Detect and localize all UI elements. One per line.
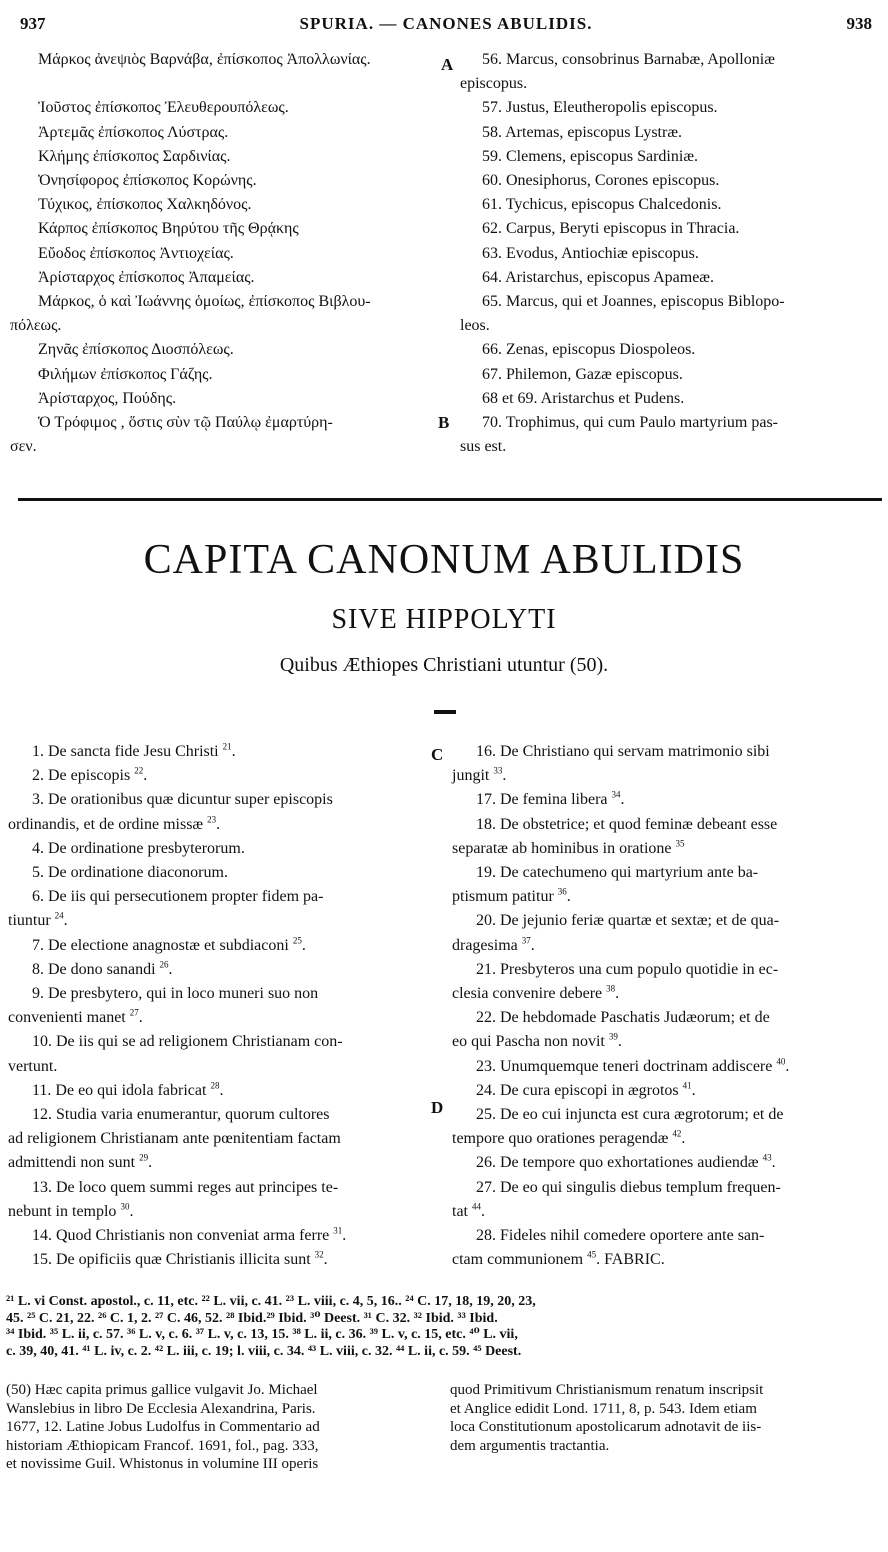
- footnote-ref: 43: [762, 1153, 772, 1164]
- chapter-text: 13. De loco quem summi reges aut principes te-: [32, 1178, 339, 1196]
- commentary-right-column: [450, 1381, 870, 1455]
- commentary-line: historiam Æthiopicam Francof. 1691, fol., pag. 333,: [6, 1437, 319, 1454]
- greek-line: Ὁ Τρόφιμος , ὅστις σὺν τῷ Παύλῳ ἐμαρτύρη-: [38, 414, 333, 432]
- chapter-text: eo qui Pascha non novit: [452, 1033, 605, 1051]
- chapter-end: .: [342, 1227, 347, 1245]
- chapter-text: clesia convenire debere: [452, 985, 603, 1003]
- latin-line: 57. Justus, Eleutheropolis episcopus.: [482, 99, 718, 117]
- commentary-line: loca Constitutionum apostolicarum adnotavit de iis-: [450, 1419, 762, 1435]
- chapter-text: 9. De presbytero, qui in loco muneri suo non: [32, 985, 319, 1003]
- chapter-text: 20. De jejunio feriæ quartæ et sextæ; et de qua-: [476, 912, 780, 930]
- chapter-text: admittendi non sunt: [8, 1154, 136, 1172]
- chapter-end: .: [620, 791, 625, 809]
- chapter-item: [8, 1103, 428, 1176]
- section-title: CAPITA CANONUM ABULIDIS: [143, 537, 745, 583]
- chapter-text: 5. De ordinatione diaconorum.: [32, 864, 228, 882]
- commentary-left-column: [6, 1381, 436, 1474]
- chapter-end: .: [785, 1057, 790, 1075]
- chapter-item: [452, 1224, 872, 1272]
- greek-line: Μάρκος ἀνεψιὸς Βαρνάβα, ἐπίσκοπος Ἀπολλωνίας.: [38, 51, 371, 68]
- latin-line: 60. Onesiphorus, Corones episcopus.: [482, 172, 720, 190]
- chapter-end: .: [143, 767, 148, 785]
- footnote-ref: 37: [521, 935, 531, 946]
- chapter-item: [452, 1103, 872, 1151]
- chapter-end: .: [617, 1033, 622, 1051]
- chapter-end: .: [323, 1251, 328, 1269]
- footnote-line: 45. ²⁵ C. 21, 22. ²⁶ C. 1, 2. ²⁷ C. 46, 52. ²⁸ Ibid.²⁹ Ibid. ³⁰ Deest. ³¹ C. 32. ³² Ibid. ³³ Ibid.: [6, 1310, 498, 1326]
- greek-line: Ἰοῦστος ἐπίσκοπος Ἐλευθερουπόλεως.: [38, 99, 289, 117]
- chapter-end: .: [168, 960, 173, 978]
- chapter-text: 24. De cura episcopi in ægrotos: [476, 1081, 679, 1099]
- chapter-item: [452, 861, 872, 909]
- section-rule: [18, 498, 882, 501]
- chapter-text: dragesima: [452, 936, 518, 954]
- chapter-end: .: [530, 936, 535, 954]
- chapter-end: .: [219, 1081, 224, 1099]
- greek-line: σεν.: [10, 438, 37, 456]
- chapter-item: [8, 982, 428, 1030]
- chapter-item: [452, 909, 872, 957]
- section-subtitle: SIVE HIPPOLYTI: [331, 604, 557, 635]
- footnote-ref: 36: [557, 886, 567, 897]
- latin-line: leos.: [460, 317, 490, 335]
- footnote-line: c. 39, 40, 41. ⁴¹ L. iv, c. 2. ⁴² L. iii, c. 19; l. viii, c. 34. ⁴³ L. viii, c. 32. ⁴⁴ L. ii, c. 59. ⁴⁵ Deest.: [6, 1343, 522, 1359]
- chapter-item: [452, 813, 872, 861]
- latin-line: 56. Marcus, consobrinus Barnabæ, Apolloniæ: [482, 51, 775, 68]
- chapter-text: 26. De tempore quo exhortationes audiendæ: [476, 1154, 759, 1172]
- chapter-text: 1. De sancta fide Jesu Christi: [32, 743, 219, 760]
- footnote-ref: 33: [493, 765, 503, 776]
- chapter-end: .: [771, 1154, 776, 1172]
- chapter-text: jungit: [452, 767, 490, 785]
- chapter-item: [452, 1079, 872, 1103]
- chapter-end: .: [301, 936, 306, 954]
- latin-line: 62. Carpus, Beryti episcopus in Thracia.: [482, 220, 740, 238]
- footnote-ref: 42: [672, 1128, 682, 1139]
- chapter-text: 12. Studia varia enumerantur, quorum cultores: [32, 1106, 330, 1124]
- footnote-ref: 27: [129, 1007, 139, 1018]
- chapter-item: [452, 958, 872, 1006]
- latin-line: 63. Evodus, Antiochiæ episcopus.: [482, 244, 699, 262]
- latin-column: [460, 48, 876, 459]
- latin-line: 65. Marcus, qui et Joannes, episcopus Biblopo-: [482, 293, 785, 311]
- chapter-text: 23. Unumquemque teneri doctrinam addiscere: [476, 1057, 773, 1075]
- footnote-ref: 38: [606, 983, 616, 994]
- chapter-text: 7. De electione anagnostæ et subdiaconi: [32, 936, 289, 954]
- chapter-item: [452, 1006, 872, 1054]
- chapter-text: 25. De eo cui injuncta est cura ægrotorum; et de: [476, 1106, 784, 1124]
- margin-letter-a: A: [441, 55, 454, 74]
- greek-line: Ἀρίσταρχος, Πούδης.: [38, 389, 177, 407]
- footnote-ref: 30: [120, 1201, 130, 1212]
- chapter-item: [8, 1248, 428, 1272]
- footnote-line: ²¹ L. vi Const. apostol., c. 11, etc. ²² L. vii, c. 41. ²³ L. viii, c. 4, 5, 16.. ²⁴ C. 17, 18, 19, 20, 23,: [6, 1294, 536, 1309]
- footnote-ref: 31: [333, 1225, 343, 1236]
- footnote-ref: 29: [139, 1153, 149, 1164]
- chapter-text: separatæ ab hominibus in oratione: [452, 839, 672, 857]
- chapter-item: [8, 764, 428, 788]
- footnote-ref: 24: [54, 911, 64, 922]
- latin-line: 68 et 69. Aristarchus et Pudens.: [482, 389, 685, 407]
- chapter-item: [8, 740, 428, 764]
- footnote-ref: 35: [675, 838, 685, 849]
- greek-line: Ἀρτεμᾶς ἐπίσκοπος Λύστρας.: [38, 123, 229, 141]
- chapter-text: 22. De hebdomade Paschatis Judæorum; et de: [476, 1009, 770, 1027]
- chapter-text: 15. De opificiis quæ Christianis illicita sunt: [32, 1251, 311, 1269]
- greek-line: πόλεως.: [10, 317, 62, 335]
- commentary-line: (50) Hæc capita primus gallice vulgavit Jo. Michael: [6, 1382, 318, 1398]
- chapter-item: [8, 934, 428, 958]
- greek-line: Κάρπος ἐπίσκοπος Βηρύτου τῆς Θρᾴκης: [38, 220, 299, 238]
- chapter-text: 6. De iis qui persecutionem propter fidem pa-: [32, 888, 324, 906]
- footnotes: [6, 1294, 876, 1360]
- chapter-item: [8, 1176, 428, 1224]
- chapter-text: 19. De catechumeno qui martyrium ante ba-: [476, 864, 759, 882]
- latin-line: 67. Philemon, Gazæ episcopus.: [482, 365, 683, 383]
- footnote-ref: 28: [210, 1080, 220, 1091]
- chapter-item: [8, 958, 428, 982]
- footnote-ref: 22: [134, 765, 144, 776]
- chapter-item: [8, 1030, 428, 1078]
- commentary-line: 1677, 12. Latine Jobus Ludolfus in Commentario ad: [6, 1419, 320, 1435]
- chapter-end: .: [216, 815, 221, 833]
- greek-line: Κλήμης ἐπίσκοπος Σαρδινίας.: [38, 147, 231, 165]
- chapter-text: 16. De Christiano qui servam matrimonio sibi: [476, 743, 770, 760]
- chapter-text: tempore quo orationes peragendæ: [452, 1130, 669, 1148]
- greek-line: [10, 72, 442, 96]
- commentary-line: et novissime Guil. Whistonus in volumine III operis: [6, 1456, 319, 1472]
- footnote-line: ³⁴ Ibid. ³⁵ L. ii, c. 57. ³⁶ L. v, c. 6. ³⁷ L. v, c. 13, 15. ³⁸ L. ii, c. 36. ³⁹ L. v, c. 15, etc. ⁴⁰ L. vii,: [6, 1327, 518, 1342]
- page-number-left: 937: [20, 14, 46, 33]
- greek-column: [10, 48, 442, 459]
- chapter-item: [8, 885, 428, 933]
- chapter-end: .: [138, 1009, 143, 1027]
- chapter-text: vertunt.: [8, 1057, 58, 1075]
- chapter-end: .: [691, 1081, 696, 1099]
- footnote-ref: 45: [587, 1249, 597, 1260]
- chapter-text: 11. De eo qui idola fabricat: [32, 1081, 207, 1099]
- page-number-right: 938: [846, 14, 872, 33]
- commentary-line: Wanslebius in libro De Ecclesia Alexandrina, Paris.: [6, 1400, 316, 1417]
- chapter-text: 21. Presbyteros una cum populo quotidie in ec-: [476, 960, 779, 978]
- footnote-ref: 44: [472, 1201, 481, 1212]
- chapter-text: tat: [452, 1202, 468, 1220]
- chapter-item: [8, 837, 428, 861]
- section-intro: Quibus Æthiopes Christiani utuntur (50).: [279, 654, 609, 676]
- chapter-end: . FABRIC.: [596, 1251, 665, 1269]
- latin-line: 58. Artemas, episcopus Lystræ.: [482, 123, 682, 141]
- chapter-end: .: [148, 1154, 153, 1172]
- chapter-text: convenienti manet: [8, 1009, 126, 1027]
- footnote-ref: 21: [222, 741, 232, 752]
- chapter-item: [8, 788, 428, 836]
- chapter-text: 8. De dono sanandi: [32, 960, 156, 978]
- greek-line: Εὔοδος ἐπίσκοπος Ἀντιοχείας.: [38, 244, 234, 262]
- chapter-end: .: [681, 1130, 686, 1148]
- footnote-ref: 34: [611, 790, 621, 801]
- chapters-left-column: [8, 740, 428, 1272]
- chapter-text: ctam communionem: [452, 1251, 584, 1269]
- footnote-ref: 41: [682, 1080, 692, 1091]
- chapter-text: 18. De obstetrice; et quod feminæ debeant esse: [476, 815, 778, 833]
- latin-line: sus est.: [460, 438, 507, 456]
- latin-line: 70. Trophimus, qui cum Paulo martyrium pas-: [482, 414, 778, 432]
- footnote-ref: 26: [159, 959, 169, 970]
- greek-line: Φιλήμων ἐπίσκοπος Γάζης.: [38, 365, 213, 383]
- chapter-text: ordinandis, et de ordine missæ: [8, 815, 204, 833]
- chapter-text: nebunt in templo: [8, 1202, 117, 1220]
- chapter-item: [452, 1176, 872, 1224]
- latin-line: 64. Aristarchus, episcopus Apameæ.: [482, 268, 714, 286]
- margin-letter-d: D: [431, 1098, 444, 1117]
- chapters-right-column: [452, 740, 872, 1272]
- chapter-item: [452, 1151, 872, 1175]
- latin-line: episcopus.: [460, 75, 528, 93]
- chapter-item: [8, 1224, 428, 1248]
- chapter-text: 4. De ordinatione presbyterorum.: [32, 839, 245, 857]
- chapter-text: ptismum patitur: [452, 888, 554, 906]
- chapter-item: [452, 740, 872, 788]
- chapter-text: 14. Quod Christianis non conveniat arma ferre: [32, 1227, 330, 1245]
- commentary-line: et Anglice edidit Lond. 1711, 8, p. 543. Idem etiam: [450, 1400, 757, 1417]
- chapter-text: 2. De episcopis: [32, 767, 131, 785]
- chapter-end: .: [615, 985, 620, 1003]
- footnote-ref: 23: [207, 814, 217, 825]
- greek-line: Τύχικος, ἐπίσκοπος Χαλκηδόνος.: [38, 196, 252, 214]
- latin-line: 66. Zenas, episcopus Diospoleos.: [482, 341, 696, 359]
- footnote-ref: 32: [314, 1249, 324, 1260]
- running-header: [20, 14, 872, 40]
- chapter-item: [8, 1079, 428, 1103]
- chapter-text: 27. De eo qui singulis diebus templum frequen-: [476, 1178, 781, 1196]
- latin-line: 59. Clemens, episcopus Sardiniæ.: [482, 147, 698, 165]
- footnote-ref: 40: [776, 1056, 786, 1067]
- chapter-text: 28. Fideles nihil comedere oportere ante san-: [476, 1227, 765, 1245]
- chapter-end: .: [231, 743, 236, 760]
- chapter-text: ad religionem Christianam ante pœnitentiam factam: [8, 1130, 341, 1148]
- chapter-end: .: [129, 1202, 134, 1220]
- footnote-ref: 25: [292, 935, 302, 946]
- latin-line: 61. Tychicus, episcopus Chalcedonis.: [482, 196, 722, 214]
- commentary-line: quod Primitivum Christianismum renatum inscripsit: [450, 1382, 764, 1398]
- chapter-item: [452, 788, 872, 812]
- chapter-item: [452, 1055, 872, 1079]
- greek-line: Ἀρίσταρχος ἐπίσκοπος Ἀπαμείας.: [38, 268, 255, 286]
- greek-line: Ζηνᾶς ἐπίσκοπος Διοσπόλεως.: [38, 341, 234, 359]
- running-title: SPURIA. — CANONES ABULIDIS.: [299, 14, 593, 33]
- commentary-line: dem argumentis tractantia.: [450, 1437, 610, 1454]
- chapter-item: [8, 861, 428, 885]
- margin-letter-c: C: [431, 745, 444, 764]
- chapter-text: 10. De iis qui se ad religionem Christianam con-: [32, 1033, 343, 1051]
- margin-letter-b: B: [438, 413, 450, 432]
- chapter-end: .: [481, 1202, 485, 1220]
- footnote-ref: 39: [608, 1032, 618, 1043]
- chapter-end: .: [502, 767, 507, 785]
- chapter-end: .: [63, 912, 68, 930]
- greek-line: Μάρκος, ὁ καὶ Ἰωάννης ὁμοίως, ἐπίσκοπος Βιβλου-: [38, 293, 371, 311]
- title-dash: [434, 710, 456, 714]
- chapter-end: .: [566, 888, 571, 906]
- greek-line: Ὀνησίφορος ἐπίσκοπος Κορώνης.: [38, 172, 257, 190]
- chapter-text: 17. De femina libera: [476, 791, 608, 809]
- chapter-text: tiuntur: [8, 912, 51, 930]
- chapter-text: 3. De orationibus quæ dicuntur super episcopis: [32, 791, 333, 809]
